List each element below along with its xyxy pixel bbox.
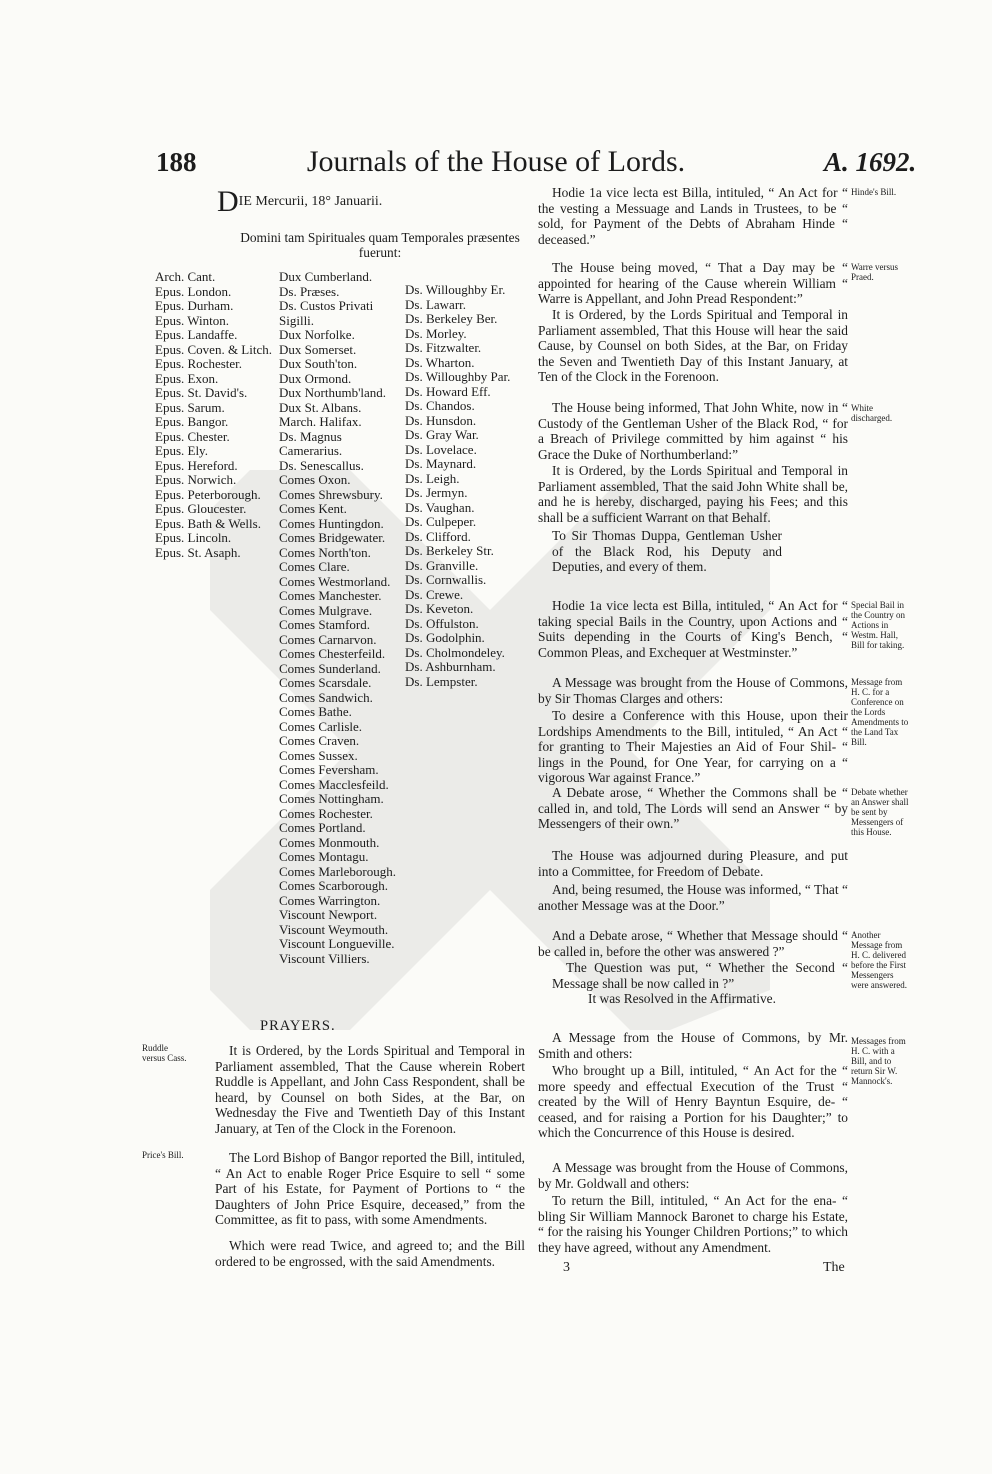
roster-entry: Epus. Gloucester. xyxy=(155,501,247,516)
roster-entry: Ds. Chandos. xyxy=(405,398,475,413)
roster-entry: Viscount Villiers. xyxy=(279,950,370,966)
roster-entry: Ds. Gray War. xyxy=(405,427,479,442)
para-mannock-bill: To return the Bill, intituled, “ An Act for the ena- “ bling Sir William Mannock Baronet to charge his Estate, “ for the raising his Younger Children Portions;” to which they have agreed, without any Amendment. xyxy=(538,1193,848,1255)
margin-note-another-message: Another Message from H. C. delivered before the First Messengers were answered. xyxy=(851,930,907,990)
roster-entry: Viscount Weymouth. xyxy=(279,921,389,937)
roster-entry: Comes North'ton. xyxy=(279,544,371,560)
page-title: Journals of the House of Lords. xyxy=(306,145,686,178)
roster-entry: Epus. Peterborough. xyxy=(155,486,261,502)
margin-note-debate: Debate whether an Answer shall be sent by Messengers of this House. xyxy=(851,787,909,837)
para-message-goldwall: A Message was brought from the House of Commons, by Mr. Goldwall and others: xyxy=(538,1160,848,1191)
roster-entry: Comes Macclesfeild. xyxy=(279,776,389,792)
roster-entry: Comes Westmorland. xyxy=(279,573,391,589)
margin-note-warre: Warre versus Praed. xyxy=(851,262,899,282)
roster-entry: Comes Oxon. xyxy=(279,472,351,487)
roster-entry: Comes Sandwich. xyxy=(279,689,373,705)
roster-entry: Comes Montagu. xyxy=(279,849,369,864)
roster-entry: Ds. Clifford. xyxy=(405,528,471,544)
para-hinde: Hodie 1a vice lecta est Billa, intituled, “ An Act for “ the vesting a Messuage and Lands in Trustees, to be “ sold, for Payment of the Debts of Abraham Hinde “ deceased.” xyxy=(538,185,848,247)
roster-entry: Comes Craven. xyxy=(279,733,360,748)
roster-entry: Epus. Exon. xyxy=(155,370,219,386)
para-debate-answer: A Debate arose, “ Whether the Commons shall be “ called in, and told, The Lords will send an Answer “ by Messengers of their own.” xyxy=(538,785,848,832)
roster-entry: Ds. Præses. xyxy=(279,283,340,299)
roster-entry: Ds. Ashburnham. xyxy=(405,659,496,674)
para-adjourned: The House was adjourned during Pleasure, and put into a Committee, for Freedom of Debate. xyxy=(538,848,848,879)
roster-entry: Ds. Willoughby Par. xyxy=(405,369,511,384)
para-resolved: It was Resolved in the Affirmative. xyxy=(588,991,776,1006)
roster-entry: Epus. Durham. xyxy=(155,298,234,313)
margin-note-price: Price's Bill. xyxy=(142,1150,184,1160)
roster-entry: Comes Sunderland. xyxy=(279,660,381,676)
roster-entry: Comes Bridgewater. xyxy=(279,530,386,545)
roster-entry: Ds. Berkeley Ber. xyxy=(405,311,498,326)
roster-entry: Epus. Sarum. xyxy=(155,399,225,415)
margin-note-hinde: Hinde's Bill. xyxy=(851,187,897,197)
roster-entry: Epus. Norwich. xyxy=(155,472,237,487)
roster-entry: Ds. Maynard. xyxy=(405,456,477,471)
roster-entry: Comes Sussex. xyxy=(279,747,358,763)
roster-entry: Epus. Bangor. xyxy=(155,414,229,429)
attendance-heading: Domini tam Spirituales quam Temporales præsentes fuerunt: xyxy=(240,230,520,260)
roster-entry: Ds. Senescallus. xyxy=(279,457,364,473)
roster-entry: Ds. Offulston. xyxy=(405,615,479,631)
para-ruddle: It is Ordered, by the Lords Spiritual and Temporal in Parliament assembled, That the Cause wherein Robert Ruddle is Appellant, and John Cass Respondent, shall be heard, by Counsel on both Sides, at the Bar, on Wednesday the Five and Twentieth Day of this Instant January, at Ten of the Clock in the Forenoon. xyxy=(215,1043,525,1136)
roster-entry: Ds. Lovelace. xyxy=(405,441,477,457)
para-bayntun-bill: Who brought up a Bill, intituled, “ An Act for the “ more speedy and effectual Execution of the Trust “ created by the Will of Henry Bayntun Esquire, de- “ ceased, and for raising a Portion for his Daughter;” to which the Concurrence of this House is desired. xyxy=(538,1063,848,1141)
date-heading: DIE Mercurii, 18° Januarii. xyxy=(217,185,383,218)
roster-entry: Ds. Crewe. xyxy=(405,586,464,602)
roster-entry: March. Halifax. xyxy=(279,414,362,429)
roster-entry: Comes Huntingdon. xyxy=(279,515,384,531)
roster-entry: Ds. Magnus Camerarius. xyxy=(279,428,343,458)
roster-peers xyxy=(279,270,401,966)
roster-entry: Ds. Berkeley Str. xyxy=(405,543,494,558)
roster-entry: Ds. Granville. xyxy=(405,557,479,573)
margin-note-white: White discharged. xyxy=(851,403,893,423)
roster-entry: Ds. Vaughan. xyxy=(405,499,475,515)
roster-entry: Epus. Hereford. xyxy=(155,457,238,473)
roster-entry: Epus. Winton. xyxy=(155,312,229,328)
roster-entry: Epus. Chester. xyxy=(155,428,230,444)
roster-entry: Ds. Keveton. xyxy=(405,601,474,616)
para-duppa: To Sir Thomas Duppa, Gentleman Usher of the Black Rod, his Deputy and Deputies, and every of them. xyxy=(552,528,782,575)
roster-entry: Comes Feversham. xyxy=(279,762,379,777)
margin-note-ruddle: Ruddle versus Cass. xyxy=(142,1043,187,1063)
page-year: A. 1692. xyxy=(824,147,917,177)
para-white-ordered: It is Ordered, by the Lords Spiritual and Temporal in Parliament assembled, That the said John White shall be, and he is hereby, discharged, paying his Fees; and this shall be a sufficient Warrant on that Behalf. xyxy=(538,463,848,525)
para-message-clarges: A Message was brought from the House of Commons, by Sir Thomas Clarges and others: xyxy=(538,675,848,706)
roster-entry: Dux Somerset. xyxy=(279,341,357,357)
page-header xyxy=(0,145,992,185)
roster-entry: Epus. Bath & Wells. xyxy=(155,515,261,531)
roster-entry: Epus. Ely. xyxy=(155,443,208,458)
roster-entry: Comes Shrewsbury. xyxy=(279,486,383,502)
roster-entry: Comes Clare. xyxy=(279,559,350,574)
roster-entry: Dux Cumberland. xyxy=(279,269,373,284)
roster-entry: Epus. Lincoln. xyxy=(155,530,232,545)
para-warre-moved: The House being moved, “ That a Day may be “ appointed for hearing of the Cause wherein William “ Warre is Appellant, and John Pread Respondent:” xyxy=(538,260,848,307)
roster-entry: Ds. Howard Eff. xyxy=(405,383,491,399)
roster-entry: Comes Manchester. xyxy=(279,588,382,603)
roster-entry: Ds. Cholmondeley. xyxy=(405,644,505,660)
roster-entry: Dux Ormond. xyxy=(279,370,352,386)
roster-entry: Comes Carlisle. xyxy=(279,718,363,734)
roster-entry: Ds. Hunsdon. xyxy=(405,412,477,428)
roster-entry: Ds. Leigh. xyxy=(405,470,460,486)
roster-entry: Comes Scarsdale. xyxy=(279,675,372,690)
roster-entry: Dux Northumb'land. xyxy=(279,385,387,400)
roster-entry: Comes Bathe. xyxy=(279,704,352,719)
roster-entry: Ds. Culpeper. xyxy=(405,514,477,529)
roster-entry: Ds. Morley. xyxy=(405,325,467,341)
roster-entry: Epus. St. Asaph. xyxy=(155,544,241,560)
roster-entry: Ds. Lawarr. xyxy=(405,296,467,312)
roster-entry: Dux Norfolke. xyxy=(279,327,355,342)
roster-entry: Comes Marleborough. xyxy=(279,863,396,879)
prayers-heading: PRAYERS. xyxy=(260,1018,336,1034)
roster-entry: Comes Nottingham. xyxy=(279,791,384,806)
roster-entry: Ds. Willoughby Er. xyxy=(405,282,506,297)
roster-entry: Ds. Wharton. xyxy=(405,354,475,370)
roster-entry: Comes Chesterfeild. xyxy=(279,646,386,661)
roster-entry: Epus. Coven. & Litch. xyxy=(155,341,272,357)
roster-entry: Comes Scarborough. xyxy=(279,878,389,893)
roster-entry: Comes Kent. xyxy=(279,501,347,516)
roster-entry: Comes Portland. xyxy=(279,820,366,835)
roster-entry: Dux St. Albans. xyxy=(279,399,362,415)
roster-entry: Comes Stamford. xyxy=(279,617,370,632)
roster-barons xyxy=(405,283,510,689)
para-question: The Question was put, “ Whether the Second “ Message shall be now called in ?” xyxy=(552,960,848,991)
roster-entry: Arch. Cant. xyxy=(155,269,216,284)
roster-entry: Comes Warrington. xyxy=(279,892,381,908)
roster-entry: Epus. St. David's. xyxy=(155,385,248,400)
para-resumed: And, being resumed, the House was informed, “ That “ another Message was at the Door.” xyxy=(538,882,848,913)
roster-entry: Ds. Jermyn. xyxy=(405,485,468,500)
margin-note-conference: Message from H. C. for a Conference on the Lords Amendments to the Land Tax Bill. xyxy=(851,677,909,747)
para-price: The Lord Bishop of Bangor reported the Bill, intituled, “ An Act to enable Roger Price Esquire to sell “ some Part of his Estate, for Payment of Portions to “ the Daughters of John Price Esquire, deceased,” from the Committee, as fit to pass, with some Amendments. Which were read Twice, and agreed to; and the Bill ordered to be engrossed, with the said Amendments. xyxy=(215,1150,525,1269)
page-number: 188 xyxy=(156,147,197,177)
roster-entry: Ds. Fitzwalter. xyxy=(405,340,482,355)
roster-entry: Ds. Cornwallis. xyxy=(405,572,487,587)
roster-entry: Ds. Godolphin. xyxy=(405,630,485,645)
roster-entry: Comes Carnarvon. xyxy=(279,631,377,647)
margin-note-special-bail: Special Bail in the Country on Actions in Westm. Hall, Bill for taking. xyxy=(851,600,905,650)
para-conference: To desire a Conference with this House, upon their Lordships Amendments to the Bill, intituled, “ An Act “ for granting to Their Majesties an Aid of Four Shil- “ lings in the Pound, for One Year, for carrying on a “ vigorous War against France.” xyxy=(538,708,848,786)
para-warre-ordered: It is Ordered, by the Lords Spiritual and Temporal in Parliament assembled, That this House will hear the said Cause, by Counsel on both Sides, at the Bar, on Friday the Seven and Twentieth Day of this Instant January, at Ten of the Clock in the Forenoon. xyxy=(538,307,848,385)
roster-entry: Epus. London. xyxy=(155,283,232,299)
para-message-smith: A Message from the House of Commons, by Mr. Smith and others: xyxy=(538,1030,848,1061)
roster-entry: Viscount Longueville. xyxy=(279,936,395,951)
para-debate-message: And a Debate arose, “ Whether that Message should “ be called in, before the other was answered ?” xyxy=(538,928,848,959)
roster-entry: Dux South'ton. xyxy=(279,356,358,371)
roster-entry: Epus. Landaffe. xyxy=(155,327,238,342)
catchword: The xyxy=(823,1260,845,1275)
roster-entry: Comes Mulgrave. xyxy=(279,602,373,618)
signature-mark: 3 xyxy=(563,1260,570,1275)
roster-entry: Epus. Rochester. xyxy=(155,356,243,371)
roster-entry: Ds. Lempster. xyxy=(405,673,478,689)
para-white-informed: The House being informed, That John White, now in “ Custody of the Gentleman Usher of the Black Rod, “ for a Breach of Privilege committed by him against “ his Grace the Duke of Northumberland:” xyxy=(538,400,848,462)
para-special-bail: Hodie 1a vice lecta est Billa, intituled, “ An Act for “ taking special Bails in the Country, upon Actions and “ Suits depending in the Courts of King's Bench, “ Common Pleas, and Exchequer at Westminster.” xyxy=(538,598,848,660)
roster-entry: Viscount Newport. xyxy=(279,907,378,922)
roster-entry: Comes Rochester. xyxy=(279,805,373,821)
roster-entry: Comes Monmouth. xyxy=(279,834,380,850)
roster-bishops xyxy=(155,270,272,560)
roster-entry: Ds. Custos Privati Sigilli. xyxy=(279,298,374,328)
margin-note-mannock: Messages from H. C. with a Bill, and to return Sir W. Mannock's. xyxy=(851,1036,906,1086)
